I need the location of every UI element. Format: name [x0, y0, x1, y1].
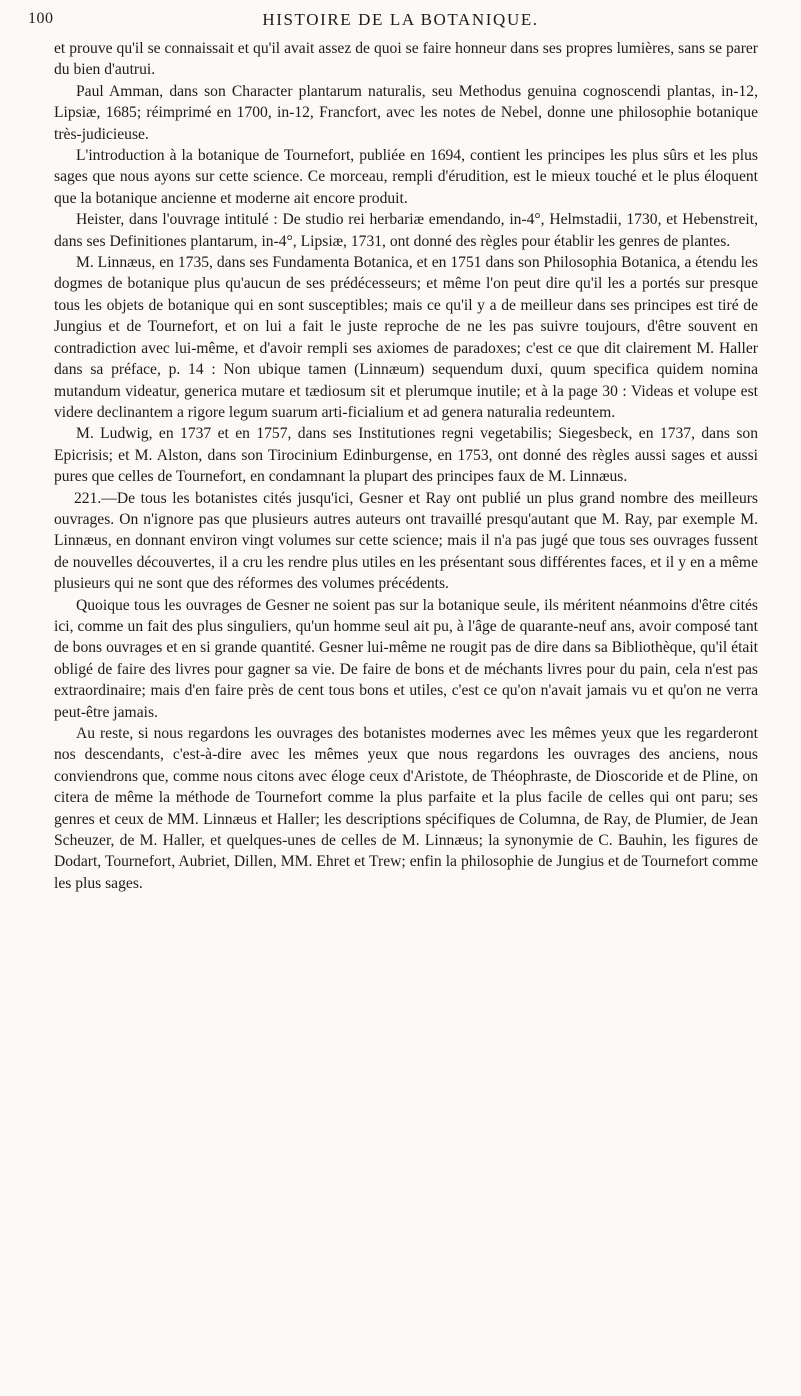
page-number: 100 — [28, 10, 54, 27]
running-head: HISTOIRE DE LA BOTANIQUE. — [262, 10, 539, 29]
page-header — [26, 6, 775, 34]
paragraph: M. Ludwig, en 1737 et en 1757, dans ses Institutiones regni vegetabilis; Siegesbeck, en 1737, dans son Epicrisis; et M. Alston, dans son Tirocinium Edinburgense, en 1753, ont donné des règles aussi sages et aussi pures que celles de Tournefort, en condamnant la plupart des principes faux de M. Linnæus. — [54, 425, 758, 486]
paragraph: M. Linnæus, en 1735, dans ses Fundamenta Botanica, et en 1751 dans son Philosophia Botanica, a étendu les dogmes de botanique plus qu'aucun de ses prédécesseurs; et même l'on peut dire qu'il les a portés sur presque tous les objets de botanique qui en sont susceptibles; mais ce qu'il y a de meilleur dans ses principes est tiré de Jungius et de Tournefort, et on lui a fait le juste reproche de ne les pas suivre toujours, d'être souvent en contradiction avec lui-même, et d'avoir rempli ses axiomes de paradoxes; c'est ce que dit clairement M. Haller dans sa préface, p. 14 : Non ubique tamen (Linnæum) sequendum duxi, quum specifica quidem nomina mutandum videatur, generica mutare et tædiosum sit et plerumque inutile; et à la page 30 : Videas et volupe est videre declinantem a rigore legum suarum arti-ficialium et ad genera naturalia redeuntem. — [54, 254, 758, 421]
section-paragraph: 221.—De tous les botanistes cités jusqu'ici, Gesner et Ray ont publié un plus grand nombre des meilleurs ouvrages. On n'ignore pas que plusieurs autres auteurs ont travaillé presqu'autant que M. Ray, par exemple M. Linnæus, en donnant environ vingt volumes sur cette science; mais il n'a pas jugé que tous ses ouvrages fussent de nouvelles découvertes, il a cru les rendre plus utiles en les présentant sous différentes faces, et il y en a même plusieurs qui ne sont que des réformes des volumes précédents. — [54, 489, 758, 593]
paragraph: Quoique tous les ouvrages de Gesner ne soient pas sur la botanique seule, ils méritent néanmoins d'être cités ici, comme un fait des plus singuliers, qu'un homme seul ait pu, à l'âge de quarante-neuf ans, avoir composé tant de bons ouvrages et en si grande quantité. Gesner lui-même ne rougit pas de dire dans sa Bibliothèque, qu'il était obligé de faire des livres pour gagner sa vie. De faire de bons et de méchants livres pour du pain, cela n'est pas extraordinaire; mais d'en faire près de cent tous bons et utiles, c'est ce qu'on n'avait jamais vu et qu'on ne verra peut-être jamais. — [54, 596, 758, 721]
paragraph: Au reste, si nous regardons les ouvrages des botanistes modernes avec les mêmes yeux que les regarderont nos descendants, c'est-à-dire avec les mêmes yeux que nous regardons les ouvrages des anciens, nous conviendrons que, comme nous citons avec éloge ceux d'Aristote, de Théophraste, de Dioscoride et de Pline, on citera de même la méthode de Tournefort comme la plus parfaite et la plus facile de celles qui ont paru; ses genres et ceux de MM. Linnæus et Haller; les descriptions spécifiques de Columna, de Ray, de Plumier, de Jean Scheuzer, de M. Haller, et quelques-unes de celles de M. Linnæus; la synonymie de C. Bauhin, les figures de Dodart, Tournefort, Aubriet, Dillen, MM. Ehret et Trew; enfin la philosophie de Jungius et de Tournefort comme les plus sages. — [54, 725, 758, 892]
paragraph: Paul Amman, dans son Character plantarum naturalis, seu Methodus genuina cognoscendi plantas, in-12, Lipsiæ, 1685; réimprimé en 1700, in-12, Francfort, avec les notes de Nebel, donne une philosophie botanique très-judicieuse. — [54, 82, 758, 143]
body-text — [54, 38, 758, 894]
paragraph: Heister, dans l'ouvrage intitulé : De studio rei herbariæ emendando, in-4°, Helmstadii, 1730, et Hebenstreit, dans ses Definitiones plantarum, in-4°, Lipsiæ, 1731, ont donné des règles pour établir les genres de plantes. — [54, 211, 758, 250]
paragraph: L'introduction à la botanique de Tournefort, publiée en 1694, contient les principes les plus sûrs et les plus sages que nous ayons sur cette science. Ce morceau, rempli d'érudition, est le mieux touché et le plus éloquent que la botanique ancienne et moderne ait encore produit. — [54, 147, 758, 207]
paragraph: et prouve qu'il se connaissait et qu'il avait assez de quoi se faire honneur dans ses propres lumières, sans se parer du bien d'autrui. — [54, 40, 758, 79]
